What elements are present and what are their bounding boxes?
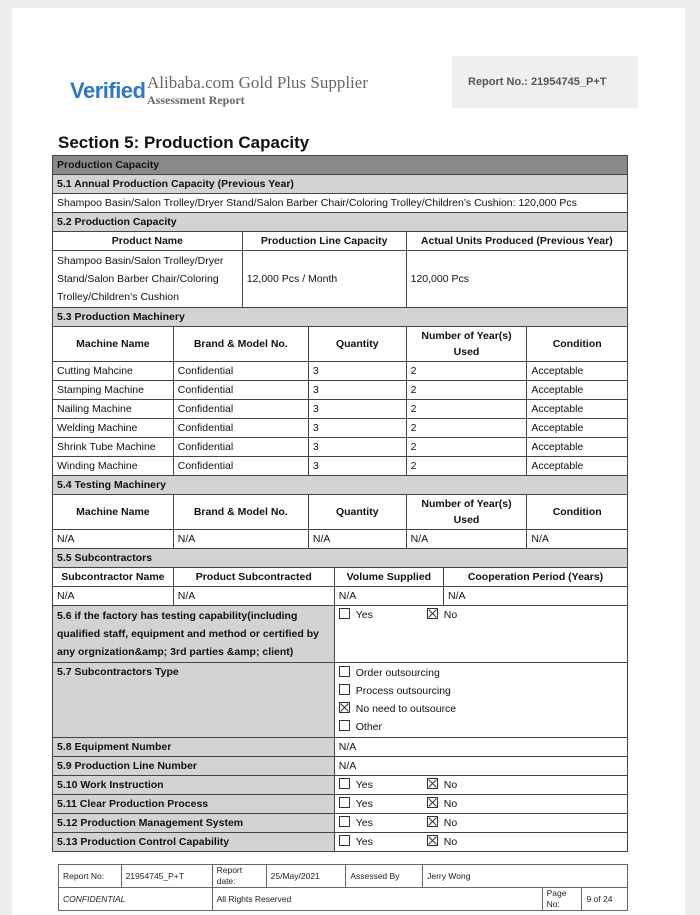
col-product-name: Product Name	[53, 232, 243, 251]
option-label: Order outsourcing	[355, 667, 440, 679]
condition: Acceptable	[527, 381, 628, 400]
footer-report-date: 25/May/2021	[266, 865, 346, 888]
no-label: No	[443, 817, 458, 829]
footer-rights: All Rights Reserved	[212, 888, 542, 911]
yes-label: Yes	[355, 779, 373, 791]
quantity: N/A	[308, 530, 406, 549]
condition: Acceptable	[527, 438, 628, 457]
checkbox-other[interactable]	[339, 720, 350, 731]
section-5-1-title: 5.1 Annual Production Capacity (Previous Year)	[53, 175, 628, 194]
checkbox-process-outsourcing[interactable]	[339, 684, 350, 695]
no-label: No	[443, 609, 458, 621]
brand-model: Confidential	[173, 457, 308, 476]
col-actual-units: Actual Units Produced (Previous Year)	[406, 232, 627, 251]
report-header	[58, 48, 640, 108]
option-label: Other	[355, 721, 383, 733]
quantity: 3	[308, 438, 406, 457]
checkbox-yes[interactable]	[339, 797, 350, 808]
quantity: 3	[308, 400, 406, 419]
checkbox-no-checked[interactable]	[427, 816, 438, 827]
checkbox-order-outsourcing[interactable]	[339, 666, 350, 677]
production-line-number-label: 5.9 Production Line Number	[53, 757, 335, 776]
clear-production-process-options	[334, 795, 627, 814]
work-instruction-options	[334, 776, 627, 795]
footer-report-no: 21954745_P+T	[121, 865, 212, 888]
section-title: Section 5: Production Capacity	[58, 133, 310, 152]
table-row	[53, 457, 628, 476]
table-row	[53, 419, 628, 438]
machine-name: Welding Machine	[53, 419, 174, 438]
quantity: 3	[308, 381, 406, 400]
testing-capability-label: 5.6 if the factory has testing capability(including qualified staff, equipment and method or certified by any orgnization&amp; 3rd parties &amp; client)	[53, 606, 335, 663]
table-row	[53, 362, 628, 381]
col-quantity: Quantity	[308, 327, 406, 362]
table-row	[53, 381, 628, 400]
page-footer	[58, 864, 628, 911]
checkbox-yes[interactable]	[339, 608, 350, 619]
brand-model: Confidential	[173, 438, 308, 457]
col-volume-supplied: Volume Supplied	[334, 568, 443, 587]
no-label: No	[443, 779, 458, 791]
checkbox-no-checked[interactable]	[427, 778, 438, 789]
col-brand-model: Brand & Model No.	[173, 327, 308, 362]
machine-name: N/A	[53, 530, 174, 549]
no-label: No	[443, 798, 458, 810]
equipment-number-label: 5.8 Equipment Number	[53, 738, 335, 757]
years-used: N/A	[406, 530, 527, 549]
machine-name: Stamping Machine	[53, 381, 174, 400]
table-row	[53, 400, 628, 419]
table-top-header: Production Capacity	[53, 156, 628, 175]
option-label: No need to outsource	[355, 703, 457, 715]
col-quantity: Quantity	[308, 495, 406, 530]
clear-production-process-label: 5.11 Clear Production Process	[53, 795, 335, 814]
years-used: 2	[406, 381, 527, 400]
testing-capability-options	[334, 606, 627, 663]
checkbox-yes[interactable]	[339, 778, 350, 789]
production-capacity-table	[52, 155, 628, 852]
report-number-box: Report No.: 21954745_P+T	[452, 56, 638, 108]
condition: Acceptable	[527, 457, 628, 476]
footer-assessed-by-label: Assessed By	[346, 865, 423, 888]
table-row	[53, 438, 628, 457]
col-cooperation-period: Cooperation Period (Years)	[444, 568, 628, 587]
yes-label: Yes	[355, 836, 373, 848]
checkbox-yes[interactable]	[339, 816, 350, 827]
production-line-number-value: N/A	[334, 757, 627, 776]
brand-block	[147, 73, 368, 107]
condition: Acceptable	[527, 419, 628, 438]
col-condition: Condition	[527, 327, 628, 362]
no-label: No	[443, 836, 458, 848]
condition: N/A	[527, 530, 628, 549]
verified-logo: Verified	[70, 78, 146, 103]
table-row	[53, 587, 628, 606]
production-control-capability-options	[334, 833, 627, 852]
col-subcontractor-name: Subcontractor Name	[53, 568, 174, 587]
col-product-subcontracted: Product Subcontracted	[173, 568, 334, 587]
years-used: 2	[406, 438, 527, 457]
checkbox-no-checked[interactable]	[427, 835, 438, 846]
col-machine-name: Machine Name	[53, 327, 174, 362]
equipment-number-value: N/A	[334, 738, 627, 757]
machine-name: Nailing Machine	[53, 400, 174, 419]
volume-supplied: N/A	[334, 587, 443, 606]
quantity: 3	[308, 457, 406, 476]
footer-confidential: CONFIDENTIAL	[59, 888, 213, 911]
section-5-4-title: 5.4 Testing Machinery	[53, 476, 628, 495]
actual-units-cell: 120,000 Pcs	[406, 251, 627, 308]
col-brand-model: Brand & Model No.	[173, 495, 308, 530]
subcontractors-type-options	[334, 663, 627, 738]
yes-label: Yes	[355, 817, 373, 829]
yes-label: Yes	[355, 609, 373, 621]
machine-name: Winding Machine	[53, 457, 174, 476]
col-condition: Condition	[527, 495, 628, 530]
col-years-used: Number of Year(s) Used	[406, 495, 527, 530]
brand-subtitle: Assessment Report	[147, 93, 245, 107]
checkbox-no-checked[interactable]	[427, 608, 438, 619]
footer-assessed-by: Jerry Wong	[423, 865, 628, 888]
product-name-cell: Shampoo Basin/Salon Trolley/Dryer Stand/Salon Barber Chair/Coloring Trolley/Children’s Cushion	[53, 251, 243, 308]
brand-title: Alibaba.com Gold Plus Supplier	[147, 73, 368, 92]
section-5-5-title: 5.5 Subcontractors	[53, 549, 628, 568]
table-row	[53, 530, 628, 549]
condition: Acceptable	[527, 362, 628, 381]
col-years-used: Number of Year(s) Used	[406, 327, 527, 362]
product-subcontracted: N/A	[173, 587, 334, 606]
brand-model: N/A	[173, 530, 308, 549]
brand-model: Confidential	[173, 419, 308, 438]
production-control-capability-label: 5.13 Production Control Capability	[53, 833, 335, 852]
years-used: 2	[406, 400, 527, 419]
subcontractors-type-label: 5.7 Subcontractors Type	[53, 663, 335, 738]
footer-report-no-label: Report No:	[59, 865, 122, 888]
production-management-system-label: 5.12 Production Management System	[53, 814, 335, 833]
brand-model: Confidential	[173, 400, 308, 419]
line-capacity-cell: 12,000 Pcs / Month	[242, 251, 406, 308]
quantity: 3	[308, 419, 406, 438]
brand-model: Confidential	[173, 381, 308, 400]
footer-page-no: 9 of 24	[582, 888, 628, 911]
col-machine-name: Machine Name	[53, 495, 174, 530]
cooperation-period: N/A	[444, 587, 628, 606]
section-5-2-title: 5.2 Production Capacity	[53, 213, 628, 232]
quantity: 3	[308, 362, 406, 381]
checkbox-no-need-to-outsource-checked[interactable]	[339, 702, 350, 713]
checkbox-no-checked[interactable]	[427, 797, 438, 808]
production-management-system-options	[334, 814, 627, 833]
years-used: 2	[406, 362, 527, 381]
years-used: 2	[406, 419, 527, 438]
col-production-line-capacity: Production Line Capacity	[242, 232, 406, 251]
footer-page-no-label: Page No:	[542, 888, 582, 911]
machine-name: Shrink Tube Machine	[53, 438, 174, 457]
years-used: 2	[406, 457, 527, 476]
machine-name: Cutting Mahcine	[53, 362, 174, 381]
footer-report-date-label: Report date:	[212, 865, 266, 888]
option-label: Process outsourcing	[355, 685, 451, 697]
yes-label: Yes	[355, 798, 373, 810]
section-5-3-title: 5.3 Production Machinery	[53, 308, 628, 327]
annual-capacity-value: Shampoo Basin/Salon Trolley/Dryer Stand/Salon Barber Chair/Coloring Trolley/Children’s Cushion: 120,000 Pcs	[53, 194, 628, 213]
checkbox-yes[interactable]	[339, 835, 350, 846]
condition: Acceptable	[527, 400, 628, 419]
subcontractor-name: N/A	[53, 587, 174, 606]
brand-model: Confidential	[173, 362, 308, 381]
work-instruction-label: 5.10 Work Instruction	[53, 776, 335, 795]
